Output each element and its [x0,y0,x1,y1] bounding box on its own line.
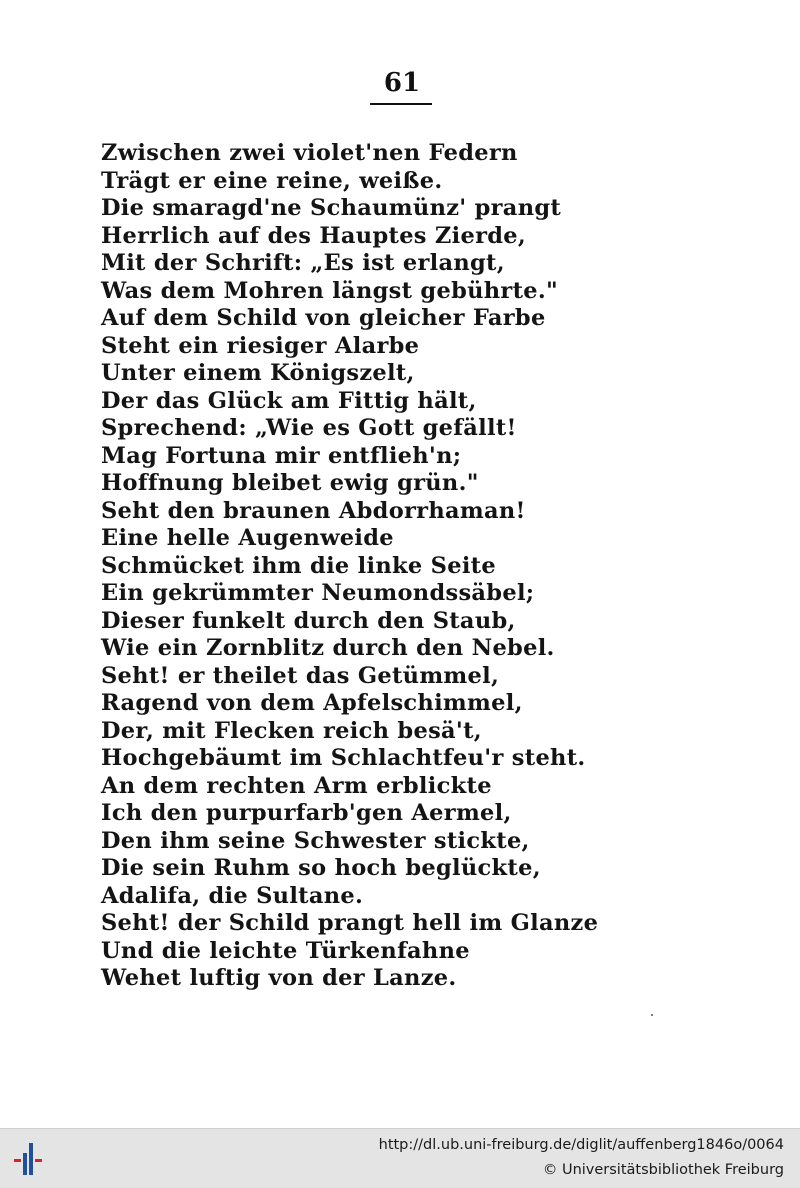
poem-line: Und die leichte Türkenfahne [101,937,470,964]
poem-line: Mit der Schrift: „Es ist erlangt, [101,250,505,276]
poem-line: Seht! er theilet das Getümmel, [101,662,500,689]
poem-line: Hochgebäumt im Schlachtfeu'r steht. [101,745,586,771]
page-number-rule [370,103,432,105]
poem-line: Ragend von dem Apfelschimmel, [101,690,523,716]
poem-line: Mag Fortuna mir entflieh'n; [101,442,462,469]
poem-line: Die sein Ruhm so hoch beglückte, [101,855,541,881]
poem-line: Auf dem Schild von gleicher Farbe [101,305,546,331]
poem-line: Die smaragd'ne Schaumünz' prangt [101,195,562,221]
footer-copyright: © Universitätsbibliothek Freiburg [542,1162,784,1178]
poem-line: Trägt er eine reine, weiße. [101,167,443,194]
poem-line: Ich den purpurfarb'gen Aermel, [101,800,512,826]
poem-line: Sprechend: „Wie es Gott gefällt! [101,415,517,441]
poem-line: Unter einem Königszelt, [101,360,415,386]
poem-line: Der das Glück am Fittig hält, [101,387,477,414]
poem-line: Hoffnung bleibet ewig grün." [101,470,479,496]
poem-text [101,140,761,993]
poem-line: Seht den braunen Abdorrhaman! [101,497,526,524]
poem-line: Ein gekrümmter Neumondssäbel; [101,580,535,606]
poem-line: Wie ein Zornblitz durch den Nebel. [101,635,555,661]
poem-line: Zwischen zwei violet'nen Federn [101,140,518,166]
poem-line: Was dem Mohren längst gebührte." [101,277,559,304]
poem-line: Seht! der Schild prangt hell im Glanze [101,910,599,936]
poem-line: Den ihm seine Schwester stickte, [101,827,530,854]
scan-speck [651,1014,653,1016]
poem-line: Wehet luftig von der Lanze. [101,965,457,991]
footer-bar [0,1128,800,1188]
poem-line: Steht ein riesiger Alarbe [101,332,420,359]
poem-line: Der, mit Flecken reich besä't, [101,717,482,744]
poem-line: Dieser funkelt durch den Staub, [101,607,516,634]
poem-line: Herrlich auf des Hauptes Zierde, [101,222,527,249]
poem-line: Schmücket ihm die linke Seite [101,552,496,579]
poem-line: An dem rechten Arm erblickte [101,772,492,799]
poem-line: Eine helle Augenweide [101,525,394,551]
poem-line: Adalifa, die Sultane. [101,882,364,909]
footer-url-link[interactable]: http://dl.ub.uni-freiburg.de/diglit/auffenberg1846o/0064 [378,1137,784,1153]
page-number: 61 [383,68,421,98]
ub-freiburg-logo-icon[interactable] [10,1139,50,1179]
